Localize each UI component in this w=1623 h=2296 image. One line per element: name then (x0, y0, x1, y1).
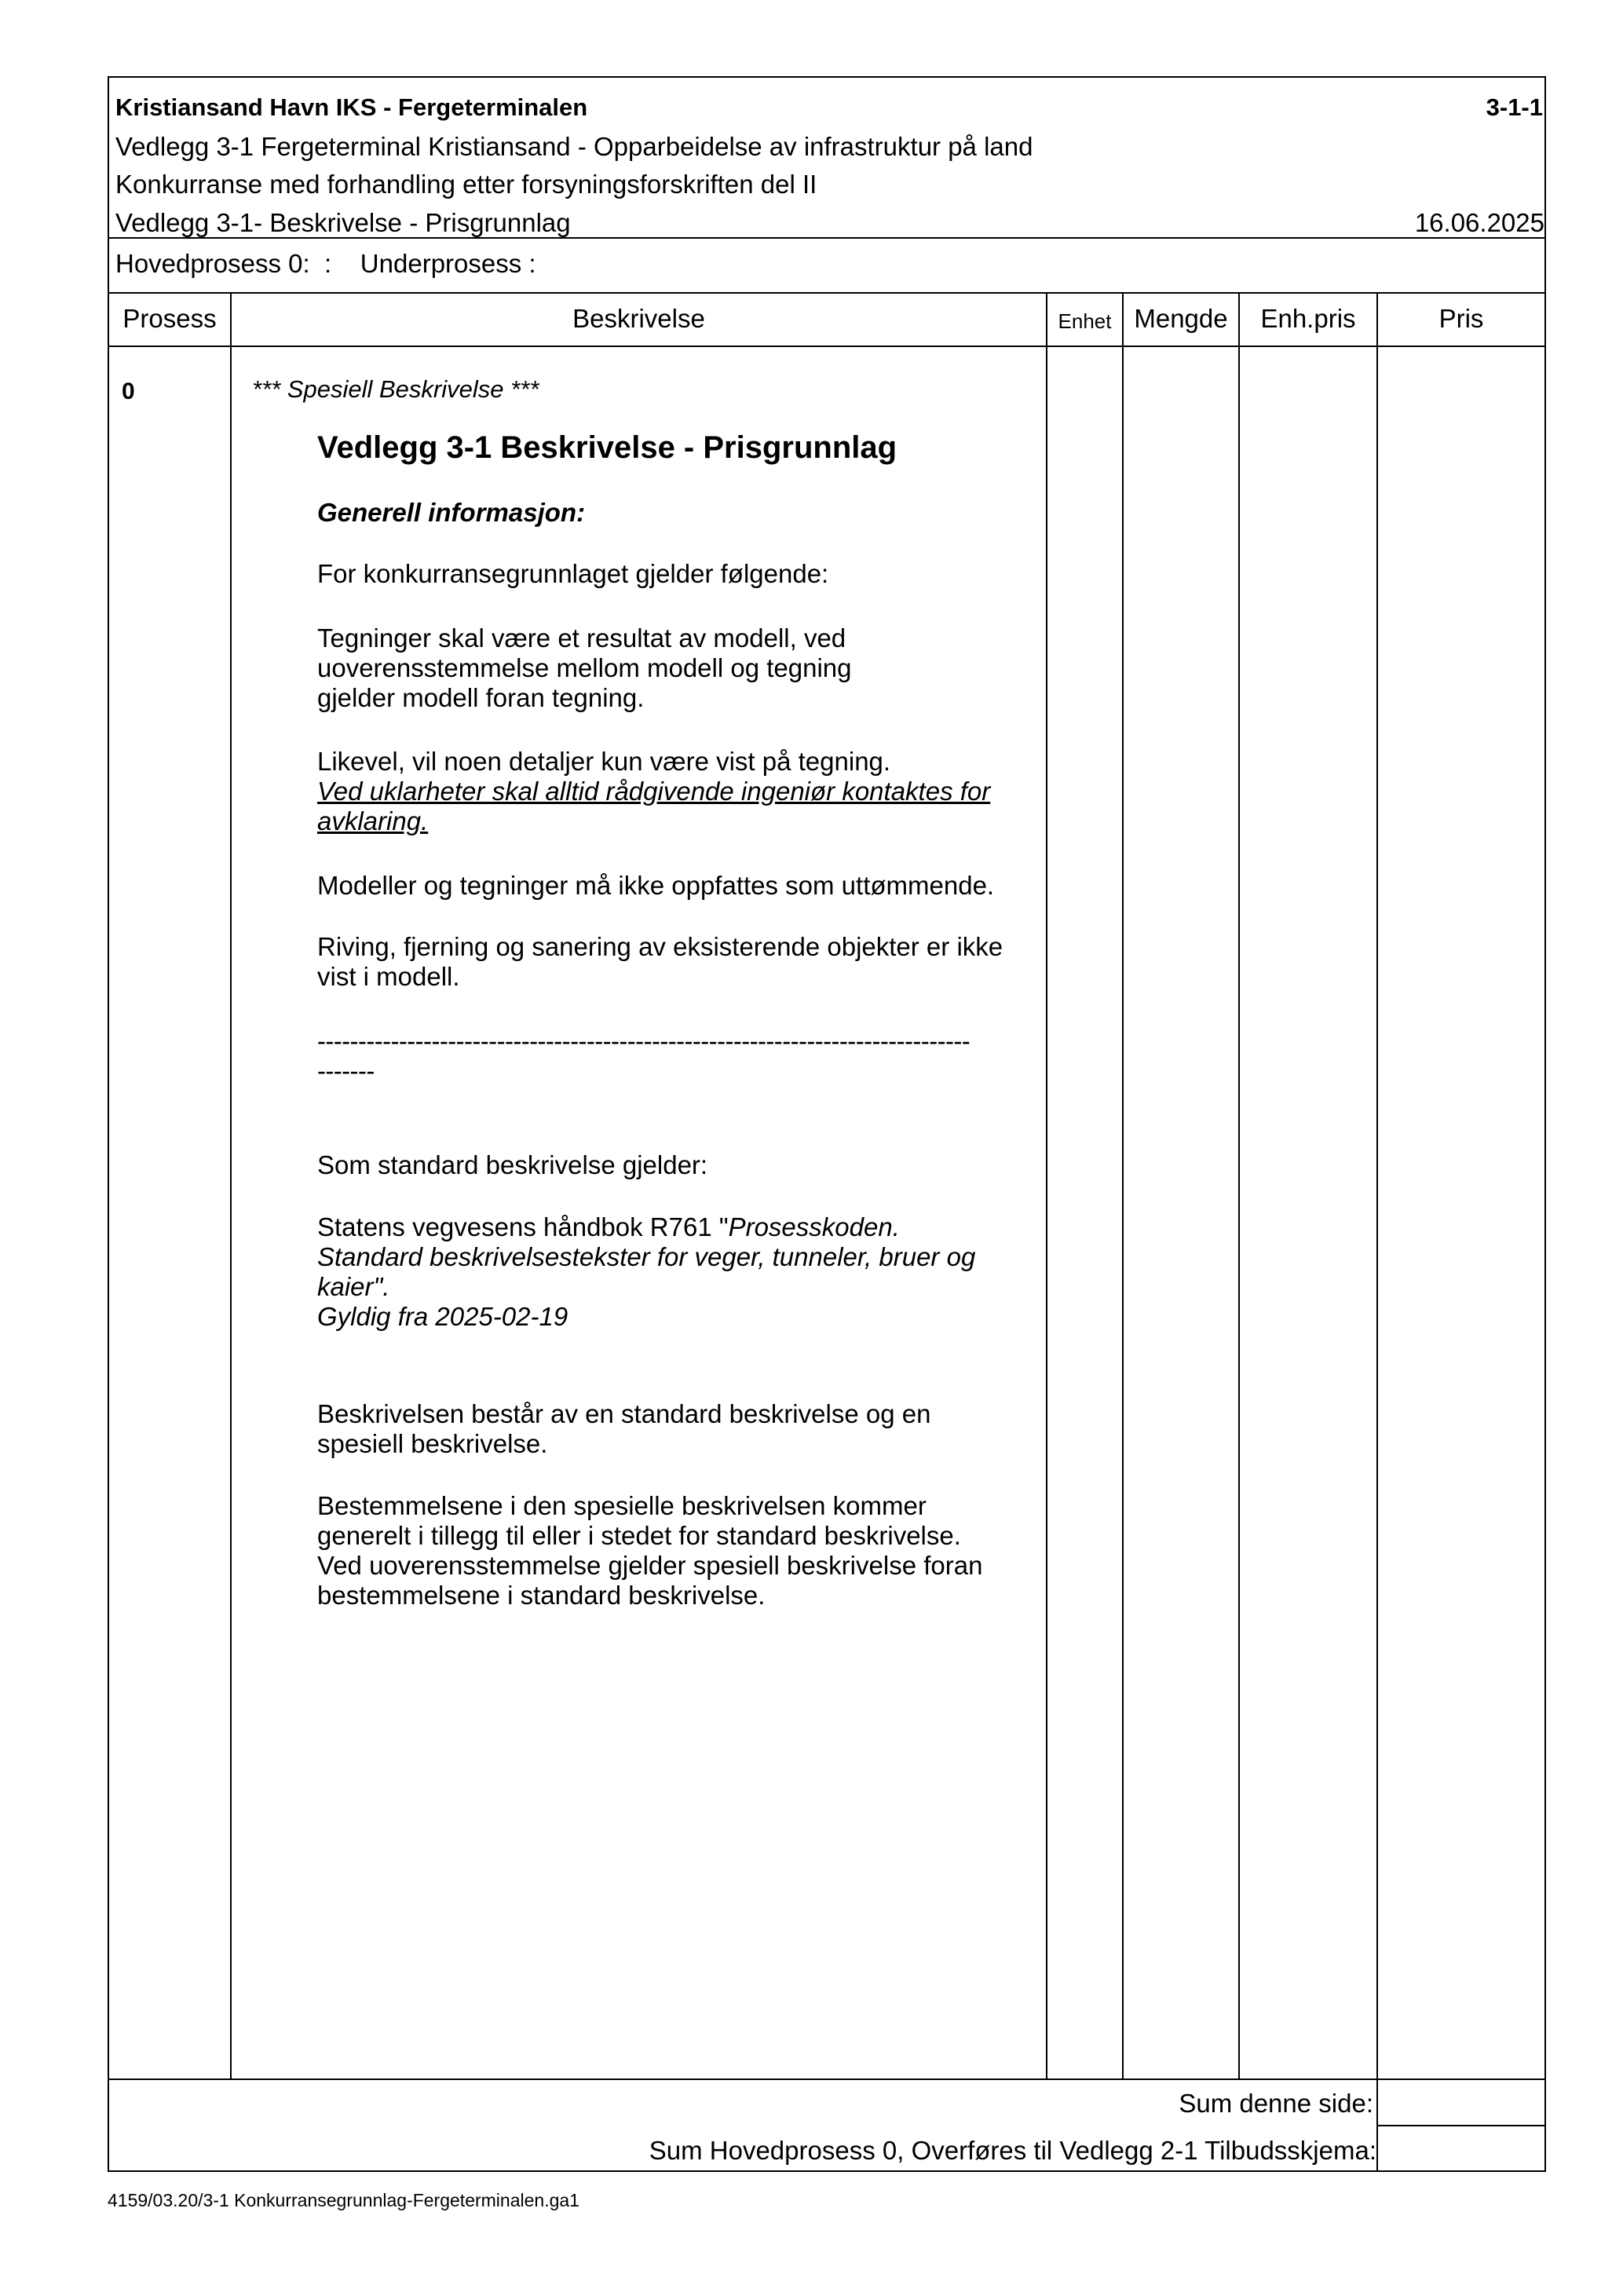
column-header-pris: Pris (1438, 304, 1484, 333)
special-description-label: *** Spesiell Beskrivelse *** (252, 375, 539, 403)
paragraph-1: For konkurransegrunnlaget gjelder følgende: (317, 559, 829, 588)
paragraph-4: Modeller og tegninger må ikke oppfattes som uttømmende. (317, 871, 995, 900)
frame-top-border (108, 76, 1546, 78)
paragraph-8-line-1: Beskrivelsen består av en standard beskrivelse og en (317, 1399, 931, 1428)
separator-line-2: ------- (317, 1056, 375, 1085)
col-divider-mengde (1238, 292, 1240, 2080)
table-bottom-border (108, 2078, 1546, 2080)
paragraph-9-line-3: Ved uoverensstemmelse gjelder spesiell beskrivelse foran (317, 1551, 983, 1580)
col-divider-enhet (1122, 292, 1124, 2080)
sum-main-process-label: Sum Hovedprosess 0, Overføres til Vedlegg 2-1 Tilbudsskjema: (649, 2136, 1376, 2165)
file-reference: 4159/03.20/3-1 Konkurransegrunnlag-Fergeterminalen.ga1 (108, 2190, 579, 2210)
column-header-enhet: Enhet (1058, 309, 1112, 333)
column-header-mengde: Mengde (1134, 304, 1228, 333)
page-reference: 3-1-1 (1486, 93, 1543, 121)
paragraph-3-line-3: avklaring. (317, 806, 429, 835)
paragraph-2-line-3: gjelder modell foran tegning. (317, 683, 645, 712)
header-line-2: Vedlegg 3-1 Fergeterminal Kristiansand - Opparbeidelse av infrastruktur på land (115, 132, 1033, 161)
sum-main-cell-bottom (108, 2170, 1546, 2172)
paragraph-7-line-1 (317, 1212, 900, 1242)
paragraph-7-line-1-start: Statens vegvesens håndbok R761 " (317, 1212, 729, 1241)
paragraph-3-line-2: Ved uklarheter skal alltid rådgivende ingeniør kontaktes for (317, 777, 991, 806)
sum-page-cell-bottom (1376, 2125, 1546, 2126)
paragraph-8-line-2: spesiell beskrivelse. (317, 1429, 548, 1458)
paragraph-7-line-2: Standard beskrivelsestekster for veger, tunneler, bruer og (317, 1242, 976, 1271)
col-divider-prosess (230, 292, 232, 2080)
columns-divider (108, 345, 1546, 347)
frame-right-border (1544, 76, 1546, 2172)
header-line-4: Vedlegg 3-1- Beskrivelse - Prisgrunnlag (115, 208, 571, 237)
paragraph-7-line-3: kaier". (317, 1272, 390, 1301)
paragraph-7-line-4: Gyldig fra 2025-02-19 (317, 1302, 568, 1331)
frame-left-border (108, 76, 109, 2172)
header-line-3: Konkurranse med forhandling etter forsyningsforskriften del II (115, 170, 817, 199)
paragraph-9-line-4: bestemmelsene i standard beskrivelse. (317, 1581, 766, 1610)
process-code: 0 (122, 378, 135, 404)
col-divider-enhpris (1376, 292, 1378, 2172)
paragraph-9-line-1: Bestemmelsene i den spesielle beskrivelsen kommer (317, 1491, 927, 1520)
column-header-prosess: Prosess (122, 304, 217, 333)
process-divider (108, 292, 1546, 294)
paragraph-7-line-1-italic: Prosesskoden. (728, 1212, 900, 1241)
col-divider-beskrivelse (1046, 292, 1047, 2080)
section-subtitle: Generell informasjon: (317, 498, 586, 527)
column-header-enhpris: Enh.pris (1260, 304, 1356, 333)
paragraph-6: Som standard beskrivelse gjelder: (317, 1150, 708, 1179)
section-title: Vedlegg 3-1 Beskrivelse - Prisgrunnlag (317, 430, 897, 465)
paragraph-2-line-2: uoverensstemmelse mellom modell og tegning (317, 653, 852, 682)
column-header-beskrivelse: Beskrivelse (572, 304, 705, 333)
paragraph-3-line-1: Likevel, vil noen detaljer kun være vist på tegning. (317, 747, 891, 776)
paragraph-5-line-1: Riving, fjerning og sanering av eksisterende objekter er ikke (317, 932, 1003, 961)
paragraph-2-line-1: Tegninger skal være et resultat av modell, ved (317, 623, 846, 653)
company-title: Kristiansand Havn IKS - Fergeterminalen (115, 93, 588, 121)
separator-line-1: -------------------------------------------------------------------------------- (317, 1026, 971, 1055)
document-date: 16.06.2025 (1414, 208, 1544, 237)
process-line: Hovedprosess 0: : Underprosess : (115, 249, 536, 278)
paragraph-9-line-2: generelt i tillegg til eller i stedet for standard beskrivelse. (317, 1521, 961, 1550)
sum-page-label: Sum denne side: (1179, 2089, 1373, 2118)
paragraph-5-line-2: vist i modell. (317, 962, 460, 991)
